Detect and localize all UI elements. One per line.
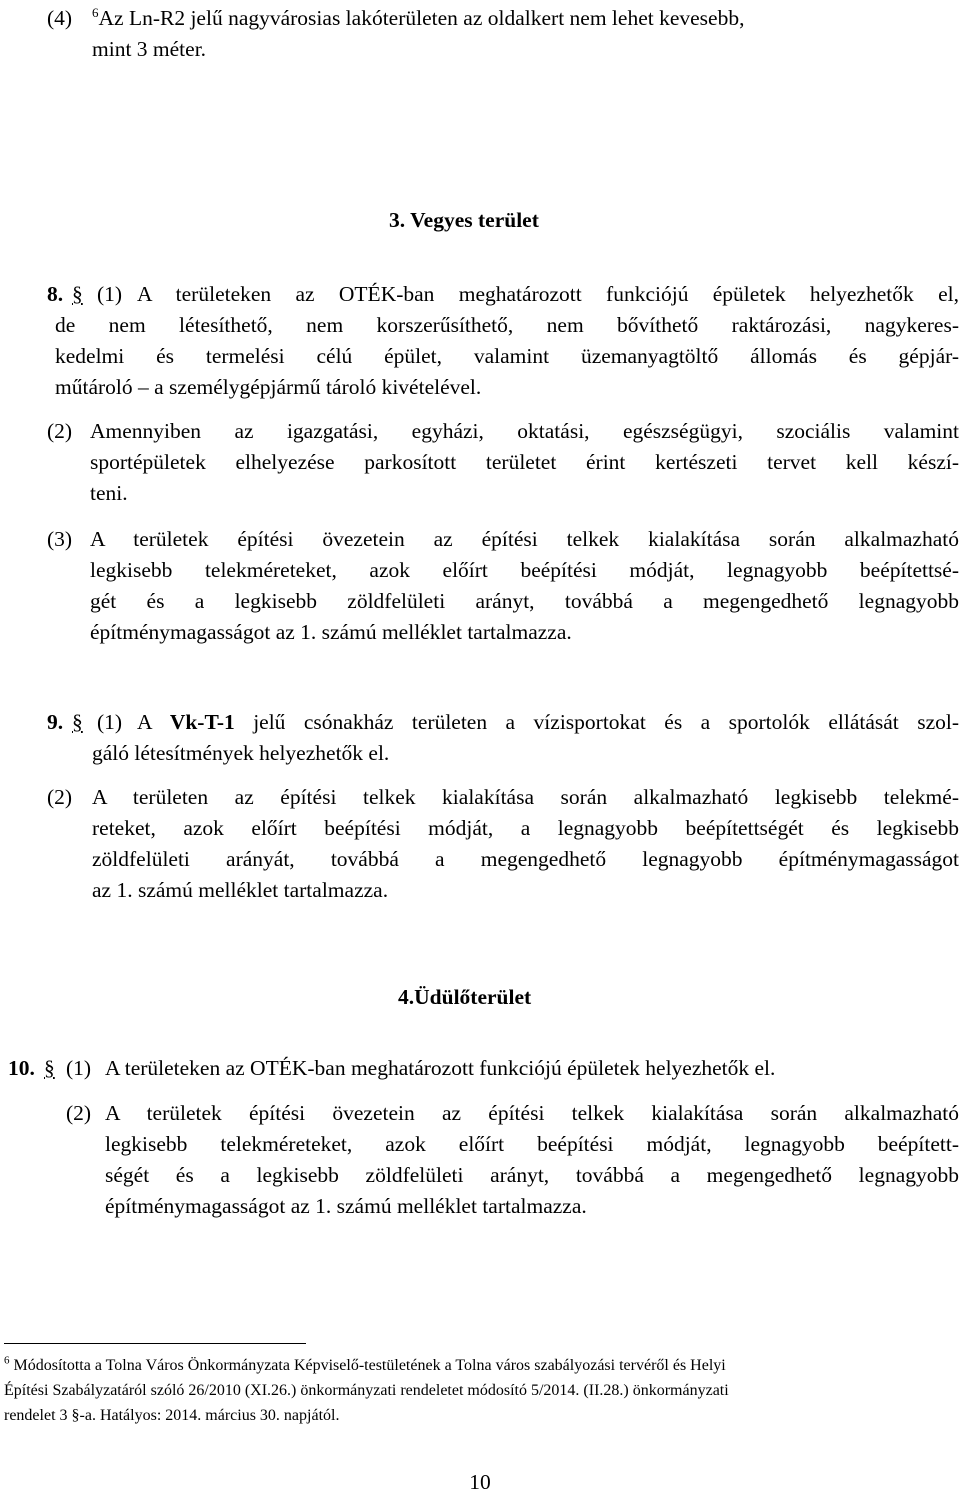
- paragraph-label: (2): [47, 785, 73, 809]
- section-heading-3: 3. Vegyes terület: [389, 208, 539, 232]
- paragraph-4: [47, 3, 920, 65]
- section-heading-4: 4.Üdülőterület: [398, 985, 532, 1009]
- paragraph-label: (3): [47, 527, 73, 551]
- footnote-reference[interactable]: 6: [92, 4, 99, 20]
- paragraph-label: (4): [47, 6, 73, 30]
- section-8-paragraph-1: A területeken az OTÉK-ban meghatározott funkciójú épületek helyezhetők el, de nem létesíthető, nem korszerűsíthető, nem bővíthető raktározási, nagykeres- kedelmi és termelési célú épület, valamint üzemanyagtöltő állomás és gépjár- műtároló – a személygépjármű tároló kivételével.: [55, 282, 959, 399]
- footnote-separator: [4, 1343, 306, 1344]
- paragraph-label: (2): [47, 419, 73, 443]
- footnote-line-3: rendelet 3 §-a. Hatályos: 2014. március 30. napjától.: [4, 1407, 340, 1424]
- document-page: (4) $^6$Az Ln-R2 jelű nagyvárosias lakóterületen az oldalkert nem lehet kevesebb, mint 3 méter. 3. Vegyes terület 8. § (1) A területeken az OTÉK-ban meghatározott funkciójú épületek helyezhetők el, de nem létesíthető, nem korszerűsíthető, nem bővíthető raktározási, nagykeres- kedelmi és termelési célú épület, valamint üzemanyagtöltő állomás és gépjár- műtároló – a személygépjármű tároló kivételével. (2) Amennyiben az igazgatási, egyházi, oktatási, egészségügyi, szociális valamint sportépületek elhelyezése parkosított területet érint kertészeti tervet kell készí- teni. (3) A területek építési övezetein az építési telkek kialakítása során alkalmazható legkisebb telekméreteket, azok előírt beépítési módját, legnagyobb beépítettsé- gét és a legkisebb zöldfelületi arányt, továbbá a megengedhető legnagyobb építménymagasságot az 1. számú melléklet tartalmazza. 9. § (1) A Vk-T-1 jelű csónakház területen a vízisportokat és a sportolók ellátását szol- gáló létesítmények helyezhetők el. (2) A területen az építési telkek kialakítása során alkalmazható legkisebb telekmé- reteket, azok előírt beépítési módját, a legnagyobb beépítettségét és legkisebb zöldfelületi arányát, továbbá a megengedhető legnagyobb építménymagasságot az 1. számú melléklet tartalmazza. 4.Üdülőterület 10. § (1) A területeken az OTÉK-ban meghatározott funkciójú épületek helyezhetők el. (2) A területek építési övezetein az építési telkek kialakítása során alkalmazható legkisebb telekméreteket, azok előírt beépítési módját, legnagyobb beépített- ségét és a legkisebb zöldfelületi arányt, továbbá a megengedhető legnagyobb építménymagasságot az 1. számú melléklet tartalmazza. $^6$ Módosította a Tolna Város Önkormányzata Képviselő-testületének a Tolna város szabályozási tervéről és Helyi Építési Szabályzatáról szóló 26/2010 (XI.26.) önkormányzati rendeletet módosító 5/2014. (II.28.) önkormányzati rendelet 3 §-a. Hatályos: 2014. március 30. napjától. 10: [0, 0, 960, 1494]
- section-9-paragraph-1: A Vk-T-1 jelű csónakház területen a vízisportokat és a sportolók ellátását szol- gáló létesítmények helyezhetők el.: [92, 710, 960, 765]
- footnote-line-2: Építési Szabályzatáról szóló 26/2010 (XI.26.) önkormányzati rendeletet módosító 5/2014. (II.28.) önkormányzati: [4, 1382, 729, 1399]
- paragraph-label: (2): [66, 1101, 92, 1125]
- paragraph-label: (1): [97, 282, 123, 306]
- paragraph-4-line-2: mint 3 méter.: [92, 37, 207, 61]
- paragraph-label: (1): [66, 1056, 92, 1080]
- section-10-paragraph-1: A területeken az OTÉK-ban meghatározott funkciójú épületek helyezhetők el.: [105, 1056, 776, 1080]
- section-sign: §: [72, 282, 83, 306]
- section-number: 10.: [8, 1056, 35, 1080]
- section-sign: §: [72, 710, 83, 734]
- section-number: 8.: [47, 282, 64, 306]
- footnote-marker: 6: [4, 1354, 10, 1367]
- zone-code: Vk-T-1: [169, 710, 235, 734]
- footnote: [4, 1353, 952, 1428]
- section-sign: §: [44, 1056, 55, 1080]
- page-number: 10: [469, 1470, 491, 1494]
- paragraph-4-line-1: Az Ln-R2 jelű nagyvárosias lakóterületen az oldalkert nem lehet kevesebb,: [98, 6, 745, 30]
- paragraph-label: (1): [97, 710, 123, 734]
- section-number: 9.: [47, 710, 64, 734]
- footnote-line-1: Módosította a Tolna Város Önkormányzata Képviselő-testületének a Tolna város szabályozási tervéről és Helyi: [9, 1357, 726, 1374]
